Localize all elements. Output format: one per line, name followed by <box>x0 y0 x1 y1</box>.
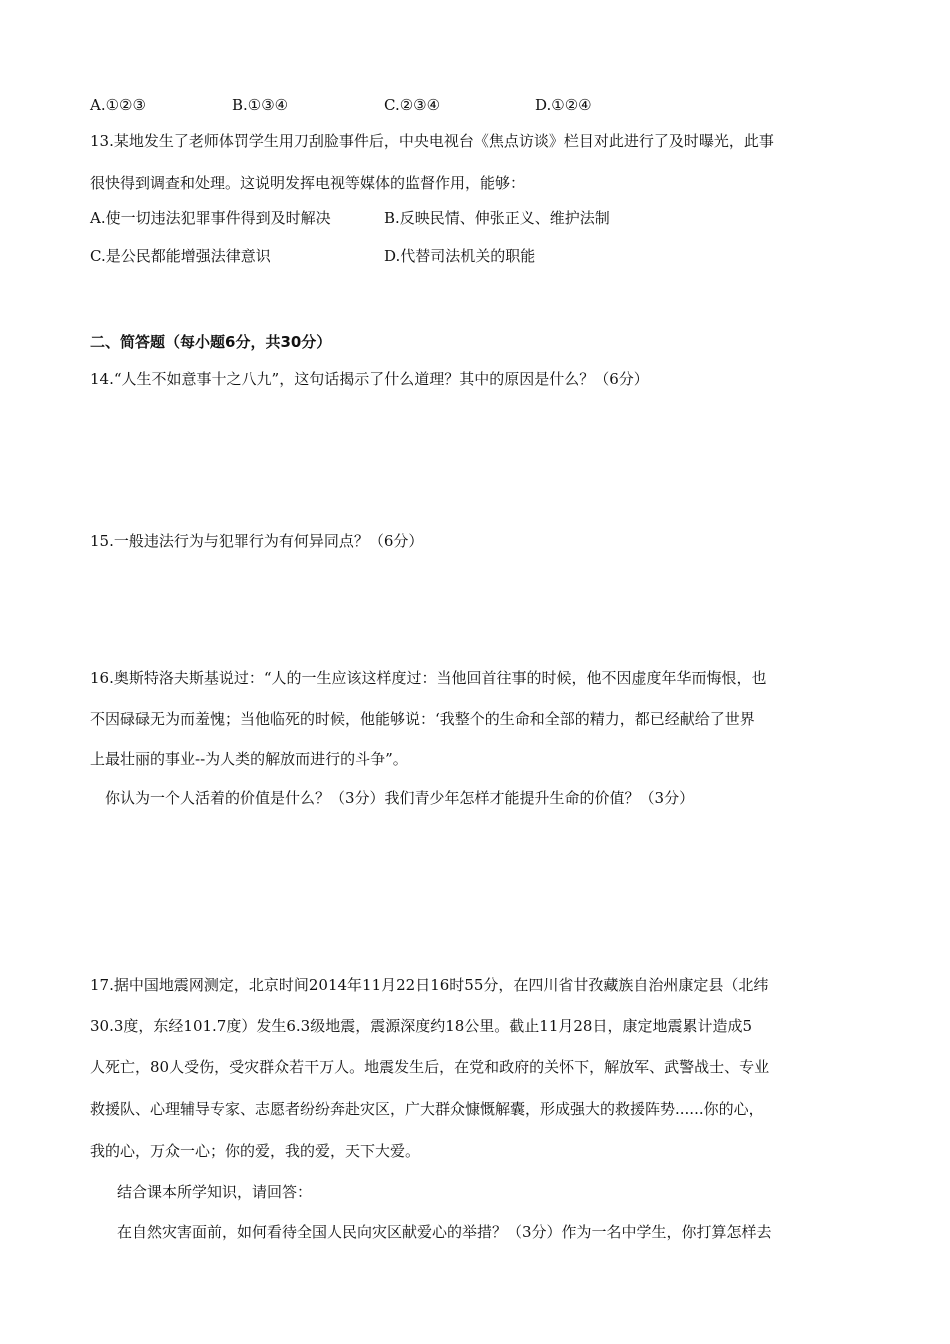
q17-line4: 救援队、心理辅导专家、志愿者纷纷奔赴灾区，广大群众慷慨解囊，形成强大的救援阵势......你的心， <box>90 1100 764 1118</box>
question-14: 14.“人生不如意事十之八九”，这句话揭示了什么道理？其中的原因是什么？（6分） <box>90 370 649 388</box>
q12-option-c: C.②③④ <box>384 96 441 114</box>
q12-option-b: B.①③④ <box>232 96 289 114</box>
q13-option-b: B.反映民情、伸张正义、维护法制 <box>384 209 610 227</box>
question-15: 15.一般违法行为与犯罪行为有何异同点？（6分） <box>90 532 424 550</box>
q12-option-a: A.①②③ <box>90 96 146 114</box>
q13-stem-line2: 很快得到调查和处理。这说明发挥电视等媒体的监督作用，能够： <box>90 174 526 192</box>
section-title: 二、简答题（每小题6分，共30分） <box>90 333 332 351</box>
q16-line2: 不因碌碌无为而羞愧；当他临死的时候，他能够说：‘我整个的生命和全部的精力，都已经献给了世界 <box>90 710 755 728</box>
q12-option-d: D.①②④ <box>535 96 592 114</box>
q17-line5: 我的心，万众一心；你的爱，我的爱，天下大爱。 <box>90 1142 421 1160</box>
q17-line3: 人死亡，80人受伤，受灾群众若干万人。地震发生后，在党和政府的关怀下，解放军、武警战士、专业 <box>90 1058 770 1076</box>
q17-question: 在自然灾害面前，如何看待全国人民向灾区献爱心的举措？（3分）作为一名中学生，你打算怎样去 <box>117 1223 772 1241</box>
q16-line1: 16.奥斯特洛夫斯基说过：“人的一生应该这样度过：当他回首往事的时候，他不因虚度年华而悔恨，也 <box>90 669 767 687</box>
q16-line3: 上最壮丽的事业--为人类的解放而进行的斗争”。 <box>90 750 408 768</box>
q13-option-a: A.使一切违法犯罪事件得到及时解决 <box>90 209 331 227</box>
q17-instruction: 结合课本所学知识，请回答： <box>117 1183 313 1201</box>
q16-prompt: 你认为一个人活着的价值是什么？（3分）我们青少年怎样才能提升生命的价值？（3分） <box>105 789 695 807</box>
q13-option-c: C.是公民都能增强法律意识 <box>90 247 271 265</box>
q13-stem-line1: 13.某地发生了老师体罚学生用刀刮脸事件后，中央电视台《焦点访谈》栏目对此进行了及时曝光，此事 <box>90 132 774 150</box>
q13-option-d: D.代替司法机关的职能 <box>384 247 536 265</box>
q17-line2: 30.3度，东经101.7度）发生6.3级地震，震源深度约18公里。截止11月28日，康定地震累计造成5 <box>90 1017 753 1035</box>
q17-line1: 17.据中国地震网测定，北京时间2014年11月22日16时55分，在四川省甘孜藏族自治州康定县（北纬 <box>90 976 769 994</box>
